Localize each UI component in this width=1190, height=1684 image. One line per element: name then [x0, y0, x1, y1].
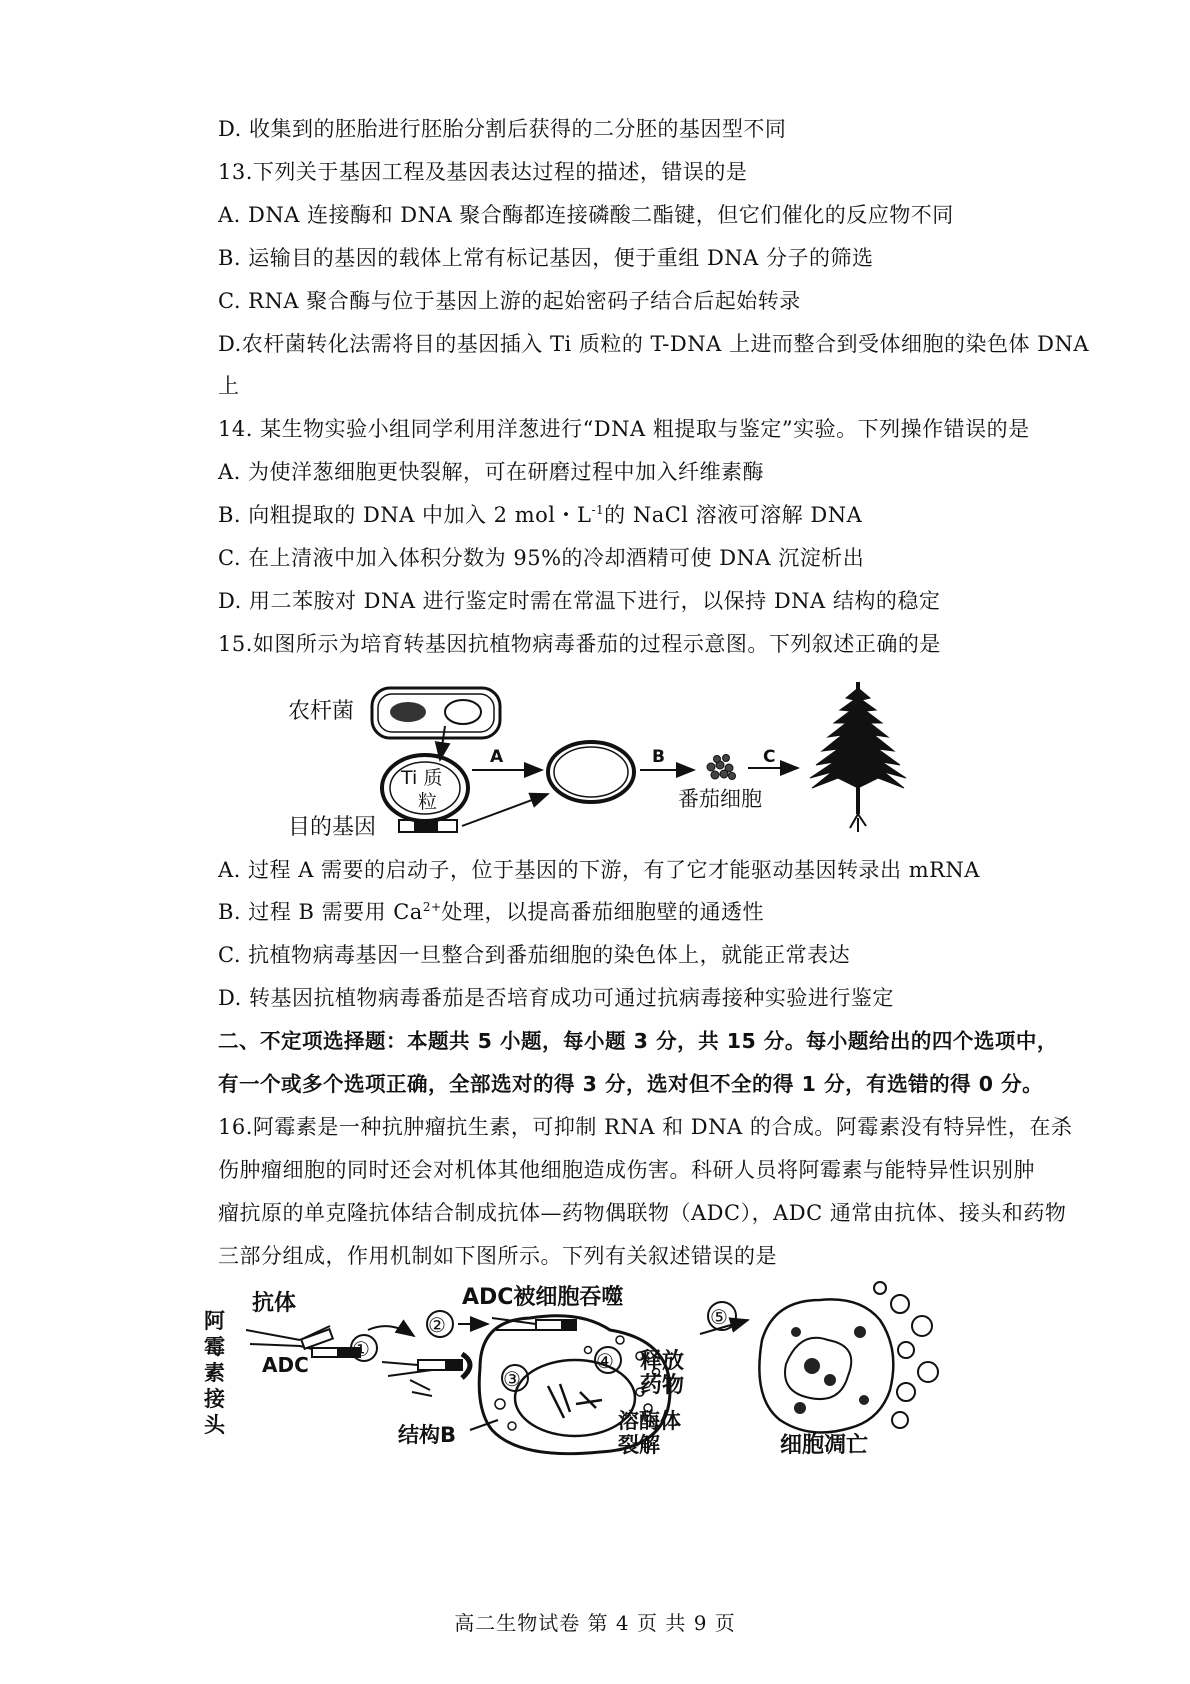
- bacterial-plasmid: [445, 700, 481, 724]
- svg-text:霉: 霉: [204, 1335, 225, 1359]
- antibody-label: 抗体: [252, 1291, 297, 1316]
- tomato-cell-label: 番茄细胞: [678, 787, 762, 811]
- q12-option-d: D. 收集到的胚胎进行胚胎分割后获得的二分胚的基因型不同: [218, 117, 787, 141]
- adc-label: ADC: [262, 1353, 309, 1377]
- lysosome: [515, 1360, 635, 1436]
- q15-option-a: A. 过程 A 需要的启动子，位于基因的下游，有了它才能驱动基因转录出 mRNA: [218, 858, 980, 882]
- svg-text:接: 接: [204, 1387, 225, 1411]
- step-4: ④: [596, 1349, 614, 1373]
- agrobacterium-label: 农杆菌: [288, 699, 355, 724]
- transgenic-tomato-plant: [810, 682, 906, 832]
- q15-option-b: B. 过程 B 需要用 $Ca^{2+}$处理，以提高番茄细胞壁的通透性: [218, 900, 765, 924]
- structure-b-label: 结构B: [398, 1423, 457, 1447]
- section2-instruction-line1: 二、不定项选择题：本题共 5 小题，每小题 3 分，共 15 分。每小题给出的四个选项中，: [218, 1029, 1058, 1053]
- q16-figure: [200, 1280, 1000, 1480]
- apoptosis-label: 细胞凋亡: [780, 1433, 869, 1458]
- q16-stem-line4: 三部分组成，作用机制如下图所示。下列有关叙述错误的是: [218, 1244, 777, 1268]
- q15-option-c: C. 抗植物病毒基因一旦整合到番茄细胞的染色体上，就能正常表达: [218, 943, 851, 967]
- q16-stem-line3: 瘤抗原的单克隆抗体结合制成抗体—药物偶联物（ADC），ADC 通常由抗体、接头和药物: [218, 1201, 1067, 1225]
- apoptotic-fragments: [791, 1326, 869, 1414]
- ti-plasmid-label-2: 粒: [418, 791, 438, 813]
- step-1: ①: [352, 1337, 370, 1361]
- q14-option-a: A. 为使洋葱细胞更快裂解，可在研磨过程中加入纤维素酶: [218, 460, 765, 484]
- q13-option-a: A. DNA 连接酶和 DNA 聚合酶都连接磷酸二酯键，但它们催化的反应物不同: [218, 203, 954, 227]
- step-5: ⑤: [710, 1305, 728, 1329]
- release-label-1: 释放: [640, 1349, 685, 1374]
- gene-label: 目的基因: [288, 815, 377, 840]
- q14-stem: 14. 某生物实验小组同学利用洋葱进行“DNA 粗提取与鉴定”实验。下列操作错误的是: [218, 417, 1030, 441]
- q16-stem-line2: 伤肿瘤细胞的同时还会对机体其他细胞造成伤害。科研人员将阿霉素与能特异性识别肿: [218, 1158, 1035, 1182]
- q14-option-d: D. 用二苯胺对 DNA 进行鉴定时需在常温下进行，以保持 DNA 结构的稳定: [218, 589, 941, 613]
- q13-option-d-line1: D.农杆菌转化法需将目的基因插入 Ti 质粒的 T-DNA 上进而整合到受体细胞的染色体 DNA: [218, 332, 1090, 356]
- engulfed-label: ADC被细胞吞噬: [462, 1285, 624, 1310]
- svg-text:阿: 阿: [204, 1309, 225, 1333]
- q13-option-b: B. 运输目的基因的载体上常有标记基因，便于重组 DNA 分子的筛选: [218, 246, 874, 270]
- adc-bound: [382, 1354, 470, 1396]
- ti-plasmid-label-1: Ti 质: [401, 767, 443, 789]
- bacterial-chromosome: [390, 702, 426, 722]
- q14-option-b: B. 向粗提取的 DNA 中加入 2 mol・$L^{-1}$的 NaCl 溶液可溶解 DNA: [218, 503, 863, 527]
- release-label-2: 药物: [640, 1373, 685, 1398]
- q14-option-c: C. 在上清液中加入体积分数为 95%的冷却酒精可使 DNA 沉淀析出: [218, 546, 865, 570]
- tomato-cells: [707, 755, 736, 780]
- recombinant-plasmid: [548, 742, 634, 802]
- q15-stem: 15.如图所示为培育转基因抗植物病毒番茄的过程示意图。下列叙述正确的是: [218, 632, 941, 656]
- svg-text:素: 素: [204, 1361, 225, 1385]
- q13-stem: 13.下列关于基因工程及基因表达过程的描述，错误的是: [218, 160, 748, 184]
- q15-figure: [280, 668, 980, 868]
- released-drug: [548, 1384, 602, 1418]
- svg-text:头: 头: [204, 1413, 225, 1437]
- q15-option-d: D. 转基因抗植物病毒番茄是否培育成功可通过抗病毒接种实验进行鉴定: [218, 986, 894, 1010]
- q16-stem-line1: 16.阿霉素是一种抗肿瘤抗生素，可抑制 RNA 和 DNA 的合成。阿霉素没有特异性，在杀: [218, 1115, 1073, 1139]
- step-c-label: C: [763, 747, 776, 767]
- q13-option-c: C. RNA 聚合酶与位于基因上游的起始密码子结合后起始转录: [218, 289, 801, 313]
- apoptotic-cell: [759, 1299, 893, 1432]
- q13-option-d-line2: 上: [218, 374, 240, 398]
- lysosome-label-2: 裂解: [618, 1433, 660, 1457]
- section2-instruction-line2: 有一个或多个选项正确，全部选对的得 3 分，选对但不全的得 1 分，有选错的得 0 分。: [218, 1072, 1044, 1096]
- step-3: ③: [503, 1367, 521, 1391]
- step-2: ②: [428, 1313, 446, 1337]
- lysosome-label-1: 溶酶体: [618, 1409, 681, 1433]
- step-b-label: B: [652, 747, 665, 767]
- page-footer: 高二生物试卷 第 4 页 共 9 页: [454, 1611, 736, 1635]
- step-a-label: A: [490, 747, 504, 767]
